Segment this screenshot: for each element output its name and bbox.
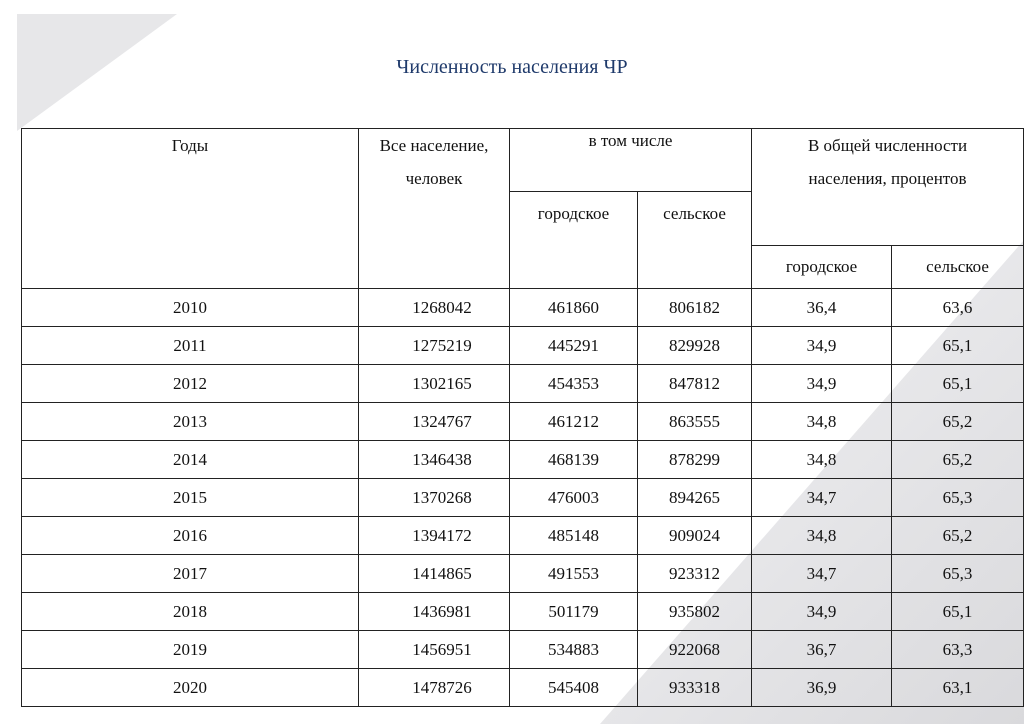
header-share-rural-label: сельское xyxy=(926,257,989,276)
cell-urban: 445291 xyxy=(510,327,638,365)
cell-urban-pct: 34,9 xyxy=(752,327,892,365)
header-urban xyxy=(510,192,638,289)
header-including-label: в том числе xyxy=(588,131,673,150)
table-row xyxy=(22,289,1024,327)
cell-year: 2015 xyxy=(22,479,359,517)
cell-year: 2018 xyxy=(22,593,359,631)
cell-year: 2016 xyxy=(22,517,359,555)
header-share-line1: В общей численности xyxy=(807,136,968,155)
cell-rural: 909024 xyxy=(638,517,752,555)
header-share-urban xyxy=(752,246,892,289)
header-years xyxy=(22,129,359,289)
table-row xyxy=(22,555,1024,593)
cell-urban: 501179 xyxy=(510,593,638,631)
cell-urban: 485148 xyxy=(510,517,638,555)
cell-urban-pct: 34,7 xyxy=(752,479,892,517)
cell-urban-pct: 36,9 xyxy=(752,669,892,707)
table-row xyxy=(22,517,1024,555)
cell-urban: 461860 xyxy=(510,289,638,327)
cell-rural: 878299 xyxy=(638,441,752,479)
table-row xyxy=(22,403,1024,441)
table-row xyxy=(22,479,1024,517)
cell-urban: 545408 xyxy=(510,669,638,707)
cell-rural: 863555 xyxy=(638,403,752,441)
cell-rural: 922068 xyxy=(638,631,752,669)
table-row xyxy=(22,631,1024,669)
cell-year: 2020 xyxy=(22,669,359,707)
cell-rural-pct: 65,2 xyxy=(892,517,1024,555)
cell-urban: 534883 xyxy=(510,631,638,669)
cell-urban-pct: 36,4 xyxy=(752,289,892,327)
header-including xyxy=(510,129,752,192)
header-rural-label: сельское xyxy=(663,204,726,223)
cell-urban: 468139 xyxy=(510,441,638,479)
cell-total: 1302165 xyxy=(359,365,510,403)
cell-total: 1394172 xyxy=(359,517,510,555)
cell-urban: 491553 xyxy=(510,555,638,593)
cell-total: 1456951 xyxy=(359,631,510,669)
cell-rural-pct: 65,1 xyxy=(892,327,1024,365)
cell-total: 1268042 xyxy=(359,289,510,327)
cell-rural-pct: 65,2 xyxy=(892,403,1024,441)
cell-total: 1275219 xyxy=(359,327,510,365)
cell-rural-pct: 65,1 xyxy=(892,365,1024,403)
table-row xyxy=(22,327,1024,365)
cell-total: 1346438 xyxy=(359,441,510,479)
table-row xyxy=(22,669,1024,707)
cell-rural: 806182 xyxy=(638,289,752,327)
header-years-label: Годы xyxy=(171,136,209,155)
cell-urban-pct: 34,7 xyxy=(752,555,892,593)
cell-year: 2014 xyxy=(22,441,359,479)
cell-urban-pct: 34,8 xyxy=(752,517,892,555)
header-total-line2: человек xyxy=(405,169,463,188)
cell-rural: 847812 xyxy=(638,365,752,403)
header-share-rural xyxy=(892,246,1024,289)
cell-rural-pct: 63,6 xyxy=(892,289,1024,327)
cell-rural-pct: 65,3 xyxy=(892,479,1024,517)
cell-urban-pct: 34,9 xyxy=(752,593,892,631)
cell-total: 1478726 xyxy=(359,669,510,707)
cell-year: 2019 xyxy=(22,631,359,669)
cell-rural: 935802 xyxy=(638,593,752,631)
cell-year: 2011 xyxy=(22,327,359,365)
cell-rural-pct: 65,2 xyxy=(892,441,1024,479)
cell-total: 1324767 xyxy=(359,403,510,441)
page-title: Численность населения ЧР xyxy=(396,56,628,78)
header-share-urban-label: городское xyxy=(785,257,858,276)
header-rural xyxy=(638,192,752,289)
header-share xyxy=(752,129,1024,246)
table-row xyxy=(22,365,1024,403)
cell-rural-pct: 65,3 xyxy=(892,555,1024,593)
cell-urban: 461212 xyxy=(510,403,638,441)
cell-total: 1414865 xyxy=(359,555,510,593)
header-urban-label: городское xyxy=(537,204,610,223)
cell-urban-pct: 36,7 xyxy=(752,631,892,669)
cell-rural: 829928 xyxy=(638,327,752,365)
cell-year: 2017 xyxy=(22,555,359,593)
cell-year: 2012 xyxy=(22,365,359,403)
cell-year: 2010 xyxy=(22,289,359,327)
cell-rural: 933318 xyxy=(638,669,752,707)
cell-total: 1436981 xyxy=(359,593,510,631)
header-total xyxy=(359,129,510,289)
cell-rural-pct: 63,3 xyxy=(892,631,1024,669)
header-share-line2: населения, процентов xyxy=(808,169,967,188)
cell-urban-pct: 34,9 xyxy=(752,365,892,403)
cell-rural: 894265 xyxy=(638,479,752,517)
cell-rural: 923312 xyxy=(638,555,752,593)
table-row xyxy=(22,593,1024,631)
header-total-line1: Все население, xyxy=(379,136,489,155)
cell-urban: 476003 xyxy=(510,479,638,517)
population-table xyxy=(21,128,1024,707)
cell-urban-pct: 34,8 xyxy=(752,441,892,479)
cell-rural-pct: 63,1 xyxy=(892,669,1024,707)
cell-urban: 454353 xyxy=(510,365,638,403)
cell-year: 2013 xyxy=(22,403,359,441)
table-row xyxy=(22,441,1024,479)
cell-rural-pct: 65,1 xyxy=(892,593,1024,631)
cell-total: 1370268 xyxy=(359,479,510,517)
cell-urban-pct: 34,8 xyxy=(752,403,892,441)
